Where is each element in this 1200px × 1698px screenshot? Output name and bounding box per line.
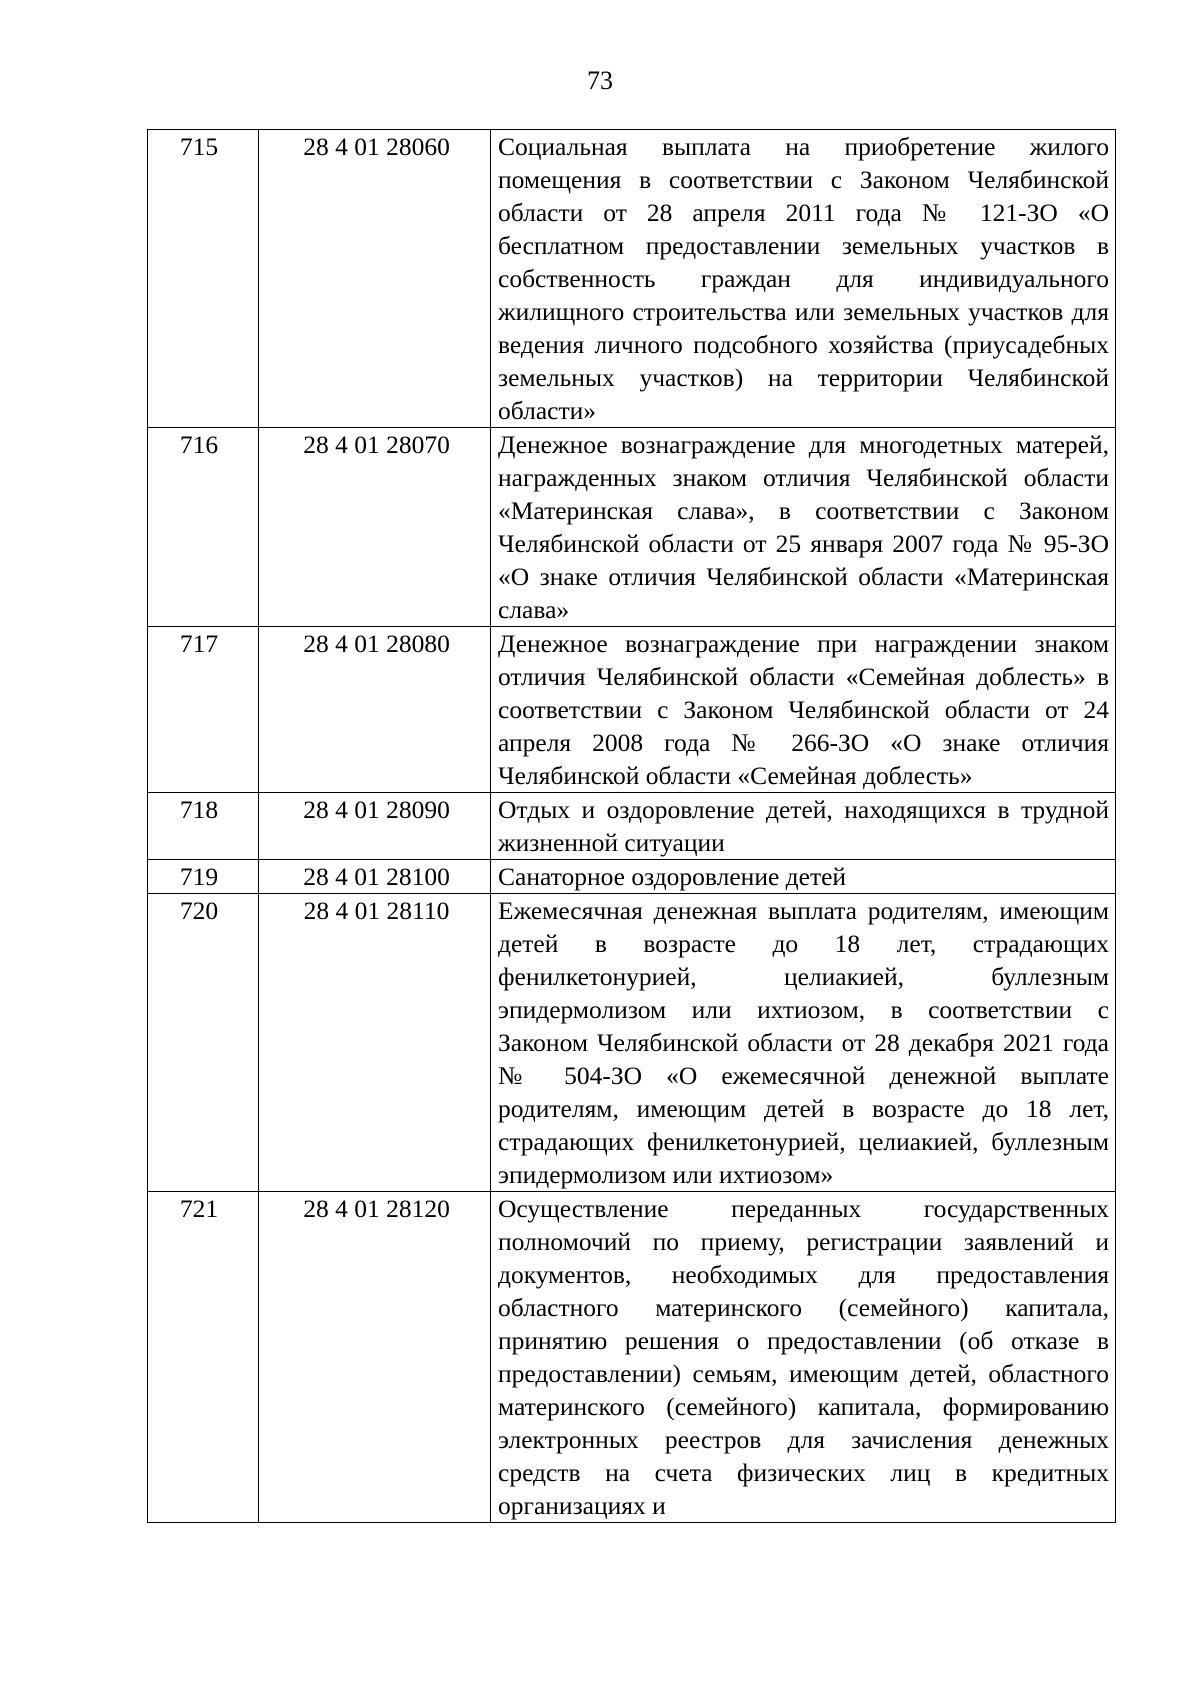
table-row (148, 130, 1116, 428)
row-number: 718 (148, 793, 259, 860)
table-row (148, 428, 1116, 627)
table-row (148, 1192, 1116, 1523)
budget-code: 28 4 01 28090 (259, 793, 491, 860)
table-row (148, 627, 1116, 793)
row-number: 716 (148, 428, 259, 627)
row-description: Социальная выплата на приобретение жилого помещения в соответствии с Законом Челябинской области от 28 апреля 2011 года № 121-ЗО «О бесплатном предоставлении земельных участков в собственность граждан для индивидуального жилищного строительства или земельных участков для ведения личного подсобного хозяйства (приусадебных земельных участков) на территории Челябинской области» (491, 130, 1116, 428)
row-number: 717 (148, 627, 259, 793)
row-description: Денежное вознаграждение для многодетных матерей, награжденных знаком отличия Челябинской области «Материнская слава», в соответствии с Законом Челябинской области от 25 января 2007 года № 95-ЗО «О знаке отличия Челябинской области «Материнская слава» (491, 428, 1116, 627)
table-row (148, 894, 1116, 1192)
page-number: 73 (587, 66, 613, 95)
table-row (148, 793, 1116, 860)
row-description: Денежное вознаграждение при награждении знаком отличия Челябинской области «Семейная доблесть» в соответствии с Законом Челябинской области от 24 апреля 2008 года № 266-ЗО «О знаке отличия Челябинской области «Семейная доблесть» (491, 627, 1116, 793)
row-number: 721 (148, 1192, 259, 1523)
row-description: Отдых и оздоровление детей, находящихся в трудной жизненной ситуации (491, 793, 1116, 860)
budget-code: 28 4 01 28070 (259, 428, 491, 627)
budget-code: 28 4 01 28060 (259, 130, 491, 428)
budget-code: 28 4 01 28100 (259, 860, 491, 894)
budget-code: 28 4 01 28120 (259, 1192, 491, 1523)
row-number: 715 (148, 130, 259, 428)
row-description: Ежемесячная денежная выплата родителям, имеющим детей в возрасте до 18 лет, страдающих фенилкетонурией, целиакией, буллезным эпидермолизом или ихтиозом, в соответствии с Законом Челябинской области от 28 декабря 2021 года № 504-ЗО «О ежемесячной денежной выплате родителям, имеющим детей в возрасте до 18 лет, страдающих фенилкетонурией, целиакией, буллезным эпидермолизом или ихтиозом» (491, 894, 1116, 1192)
budget-code: 28 4 01 28110 (259, 894, 491, 1192)
row-description: Осуществление переданных государственных полномочий по приему, регистрации заявлений и документов, необходимых для предоставления областного материнского (семейного) капитала, принятию решения о предоставлении (об отказе в предоставлении) семьям, имеющим детей, областного материнского (семейного) капитала, формированию электронных реестров для зачисления денежных средств на счета физических лиц в кредитных организациях и (491, 1192, 1116, 1523)
budget-code: 28 4 01 28080 (259, 627, 491, 793)
row-number: 719 (148, 860, 259, 894)
budget-classification-table (147, 129, 1116, 1523)
row-description: Санаторное оздоровление детей (491, 860, 1116, 894)
table-row (148, 860, 1116, 894)
row-number: 720 (148, 894, 259, 1192)
